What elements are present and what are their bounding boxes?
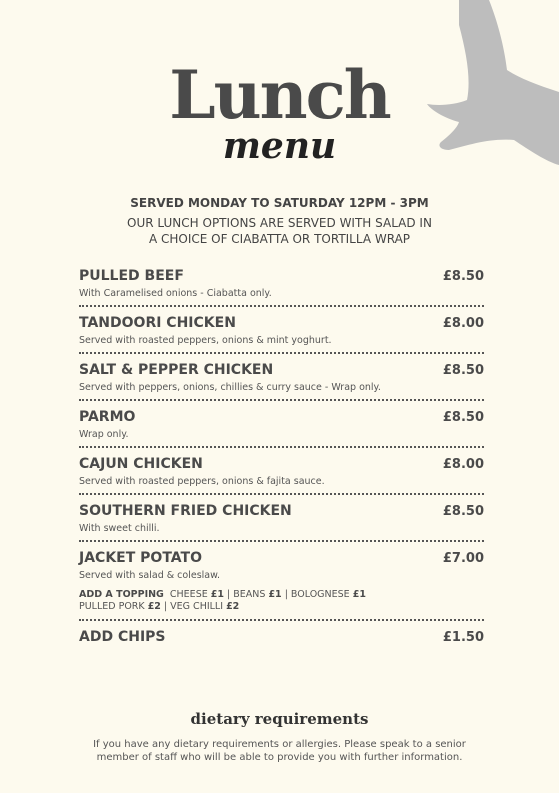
item-description: Served with salad & coleslaw. bbox=[79, 570, 221, 581]
menu-item bbox=[79, 454, 484, 495]
intro-text: OUR LUNCH OPTIONS ARE SERVED WITH SALAD IN A CHOICE OF CIABATTA OR TORTILLA WRAP bbox=[127, 216, 432, 246]
item-description: Served with peppers, onions, chillies & curry sauce - Wrap only. bbox=[79, 382, 381, 393]
toppings-list: ADD A TOPPING CHEESE £1 | BEANS £1 | BOLOGNESE £1 PULLED PORK £2 | VEG CHILLI £2 bbox=[79, 589, 366, 612]
item-name: PULLED BEEF bbox=[79, 268, 184, 284]
menu-title: Lunch bbox=[169, 56, 390, 134]
item-name: JACKET POTATO bbox=[79, 550, 202, 566]
dietary-heading: dietary requirements bbox=[190, 710, 369, 728]
item-price: £8.50 bbox=[442, 269, 484, 284]
menu-item bbox=[79, 313, 484, 354]
menu-list bbox=[79, 266, 484, 657]
item-price: £8.50 bbox=[442, 363, 484, 378]
item-price: £8.00 bbox=[442, 316, 484, 331]
menu-subtitle: menu bbox=[222, 125, 337, 167]
menu-item bbox=[79, 501, 484, 542]
item-description: Served with roasted peppers, onions & fajita sauce. bbox=[79, 476, 325, 487]
menu-item bbox=[79, 548, 484, 621]
serving-hours: SERVED MONDAY TO SATURDAY 12PM - 3PM bbox=[130, 196, 429, 210]
item-description: Wrap only. bbox=[79, 429, 129, 440]
dietary-text: If you have any dietary requirements or allergies. Please speak to a senior member of staff who will be able to provide you with further information. bbox=[93, 739, 466, 763]
item-price: £8.50 bbox=[442, 410, 484, 425]
menu-item bbox=[79, 627, 484, 651]
menu-item bbox=[79, 266, 484, 307]
item-name: CAJUN CHICKEN bbox=[79, 456, 203, 472]
item-description: With Caramelised onions - Ciabatta only. bbox=[79, 288, 272, 299]
menu-item bbox=[79, 407, 484, 448]
item-name: SOUTHERN FRIED CHICKEN bbox=[79, 503, 292, 519]
item-price: £8.50 bbox=[442, 504, 484, 519]
item-description: Served with roasted peppers, onions & mint yoghurt. bbox=[79, 335, 332, 346]
item-name: PARMO bbox=[79, 409, 136, 425]
item-price: £7.00 bbox=[442, 551, 484, 566]
item-description: With sweet chilli. bbox=[79, 523, 160, 534]
item-price: £8.00 bbox=[442, 457, 484, 472]
item-name: SALT & PEPPER CHICKEN bbox=[79, 362, 274, 378]
menu-item bbox=[79, 360, 484, 401]
item-name: TANDOORI CHICKEN bbox=[79, 315, 236, 331]
item-name: ADD CHIPS bbox=[79, 629, 166, 645]
item-price: £1.50 bbox=[442, 630, 484, 645]
